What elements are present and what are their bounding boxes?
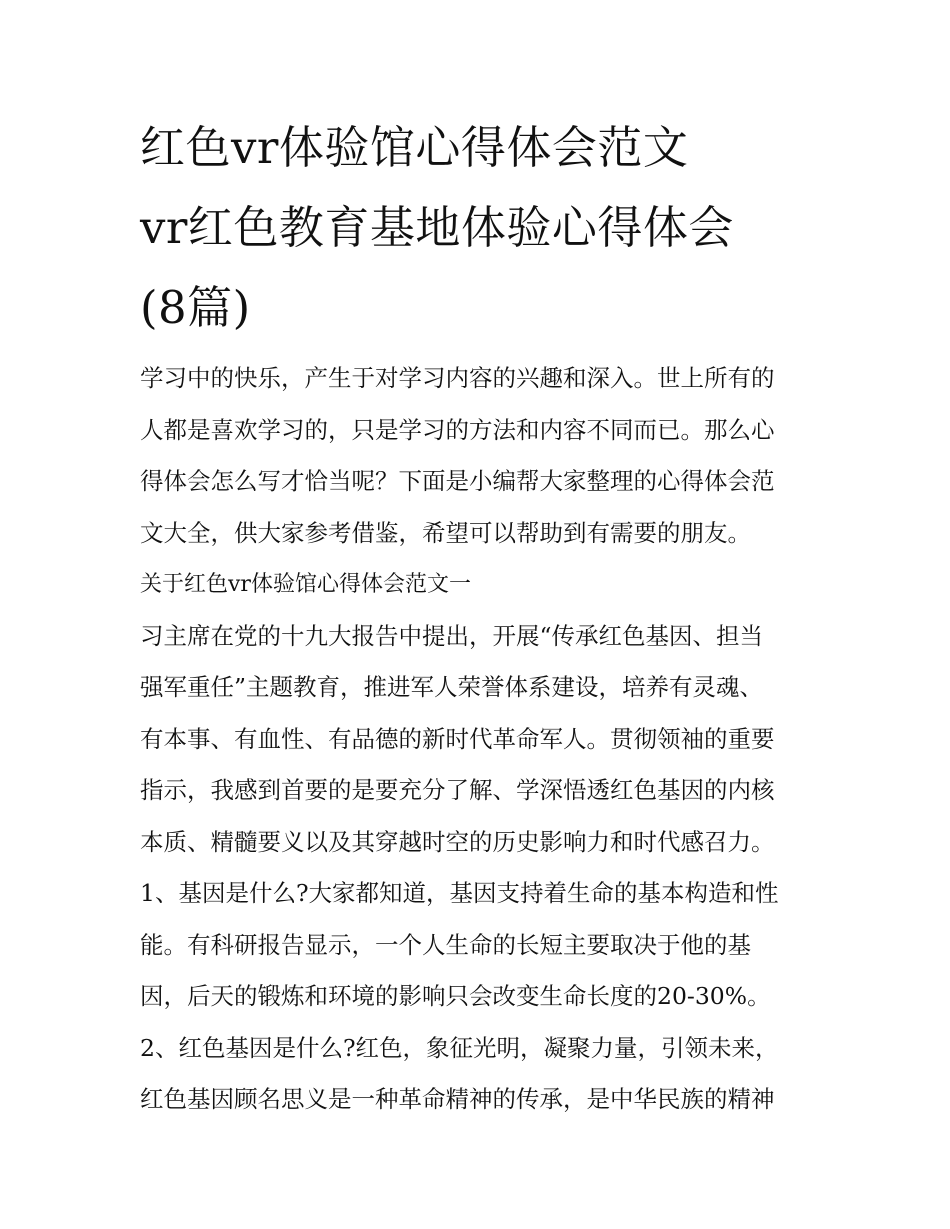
section-heading: 关于红色vr体验馆心得体会范文一 — [140, 572, 471, 597]
section-line-3: 有本事、有血性、有品德的新时代革命军人。贯彻领袖的重要 — [140, 724, 775, 753]
intro-line-2: 人都是喜欢学习的，只是学习的方法和内容不同而已。那么心 — [140, 415, 775, 444]
intro-line-4: 文大全，供大家参考借鉴，希望可以帮助到有需要的朋友。 — [140, 518, 751, 547]
section-line-9: 2、红色基因是什么?红色，象征光明，凝聚力量，引领未来， — [140, 1033, 779, 1062]
section-line-7: 能。有科研报告显示，一个人生命的长短主要取决于他的基 — [140, 930, 751, 959]
section-line-2: 强军重任”主题教育，推进军人荣誉体系建设，培养有灵魂、 — [140, 673, 764, 701]
intro-line-3: 得体会怎么写才恰当呢？下面是小编帮大家整理的心得体会范 — [140, 467, 775, 495]
document-body — [140, 353, 820, 1126]
section-line-6: 1、基因是什么?大家都知道，基因支持着生命的基本构造和性 — [140, 879, 779, 907]
document-title — [140, 108, 820, 348]
section-line-4: 指示，我感到首要的是要充分了解、学深悟透红色基因的内核 — [140, 776, 775, 804]
section-line-1: 习主席在党的十九大报告中提出，开展“传承红色基因、担当 — [140, 621, 764, 650]
section-line-5: 本质、精髓要义以及其穿越时空的历史影响力和时代感召力。 — [140, 827, 775, 856]
title-line-1: 红色vr体验馆心得体会范文 — [140, 121, 689, 174]
title-line-3: (8篇) — [140, 281, 251, 334]
section-line-8: 因，后天的锻炼和环境的影响只会改变生命长度的20-30%。 — [140, 982, 771, 1010]
title-line-2: vr红色教育基地体验心得体会 — [140, 201, 734, 254]
section-line-10: 红色基因顾名思义是一种革命精神的传承，是中华民族的精神 — [140, 1085, 775, 1113]
intro-line-1: 学习中的快乐，产生于对学习内容的兴趣和深入。世上所有的 — [140, 364, 775, 392]
